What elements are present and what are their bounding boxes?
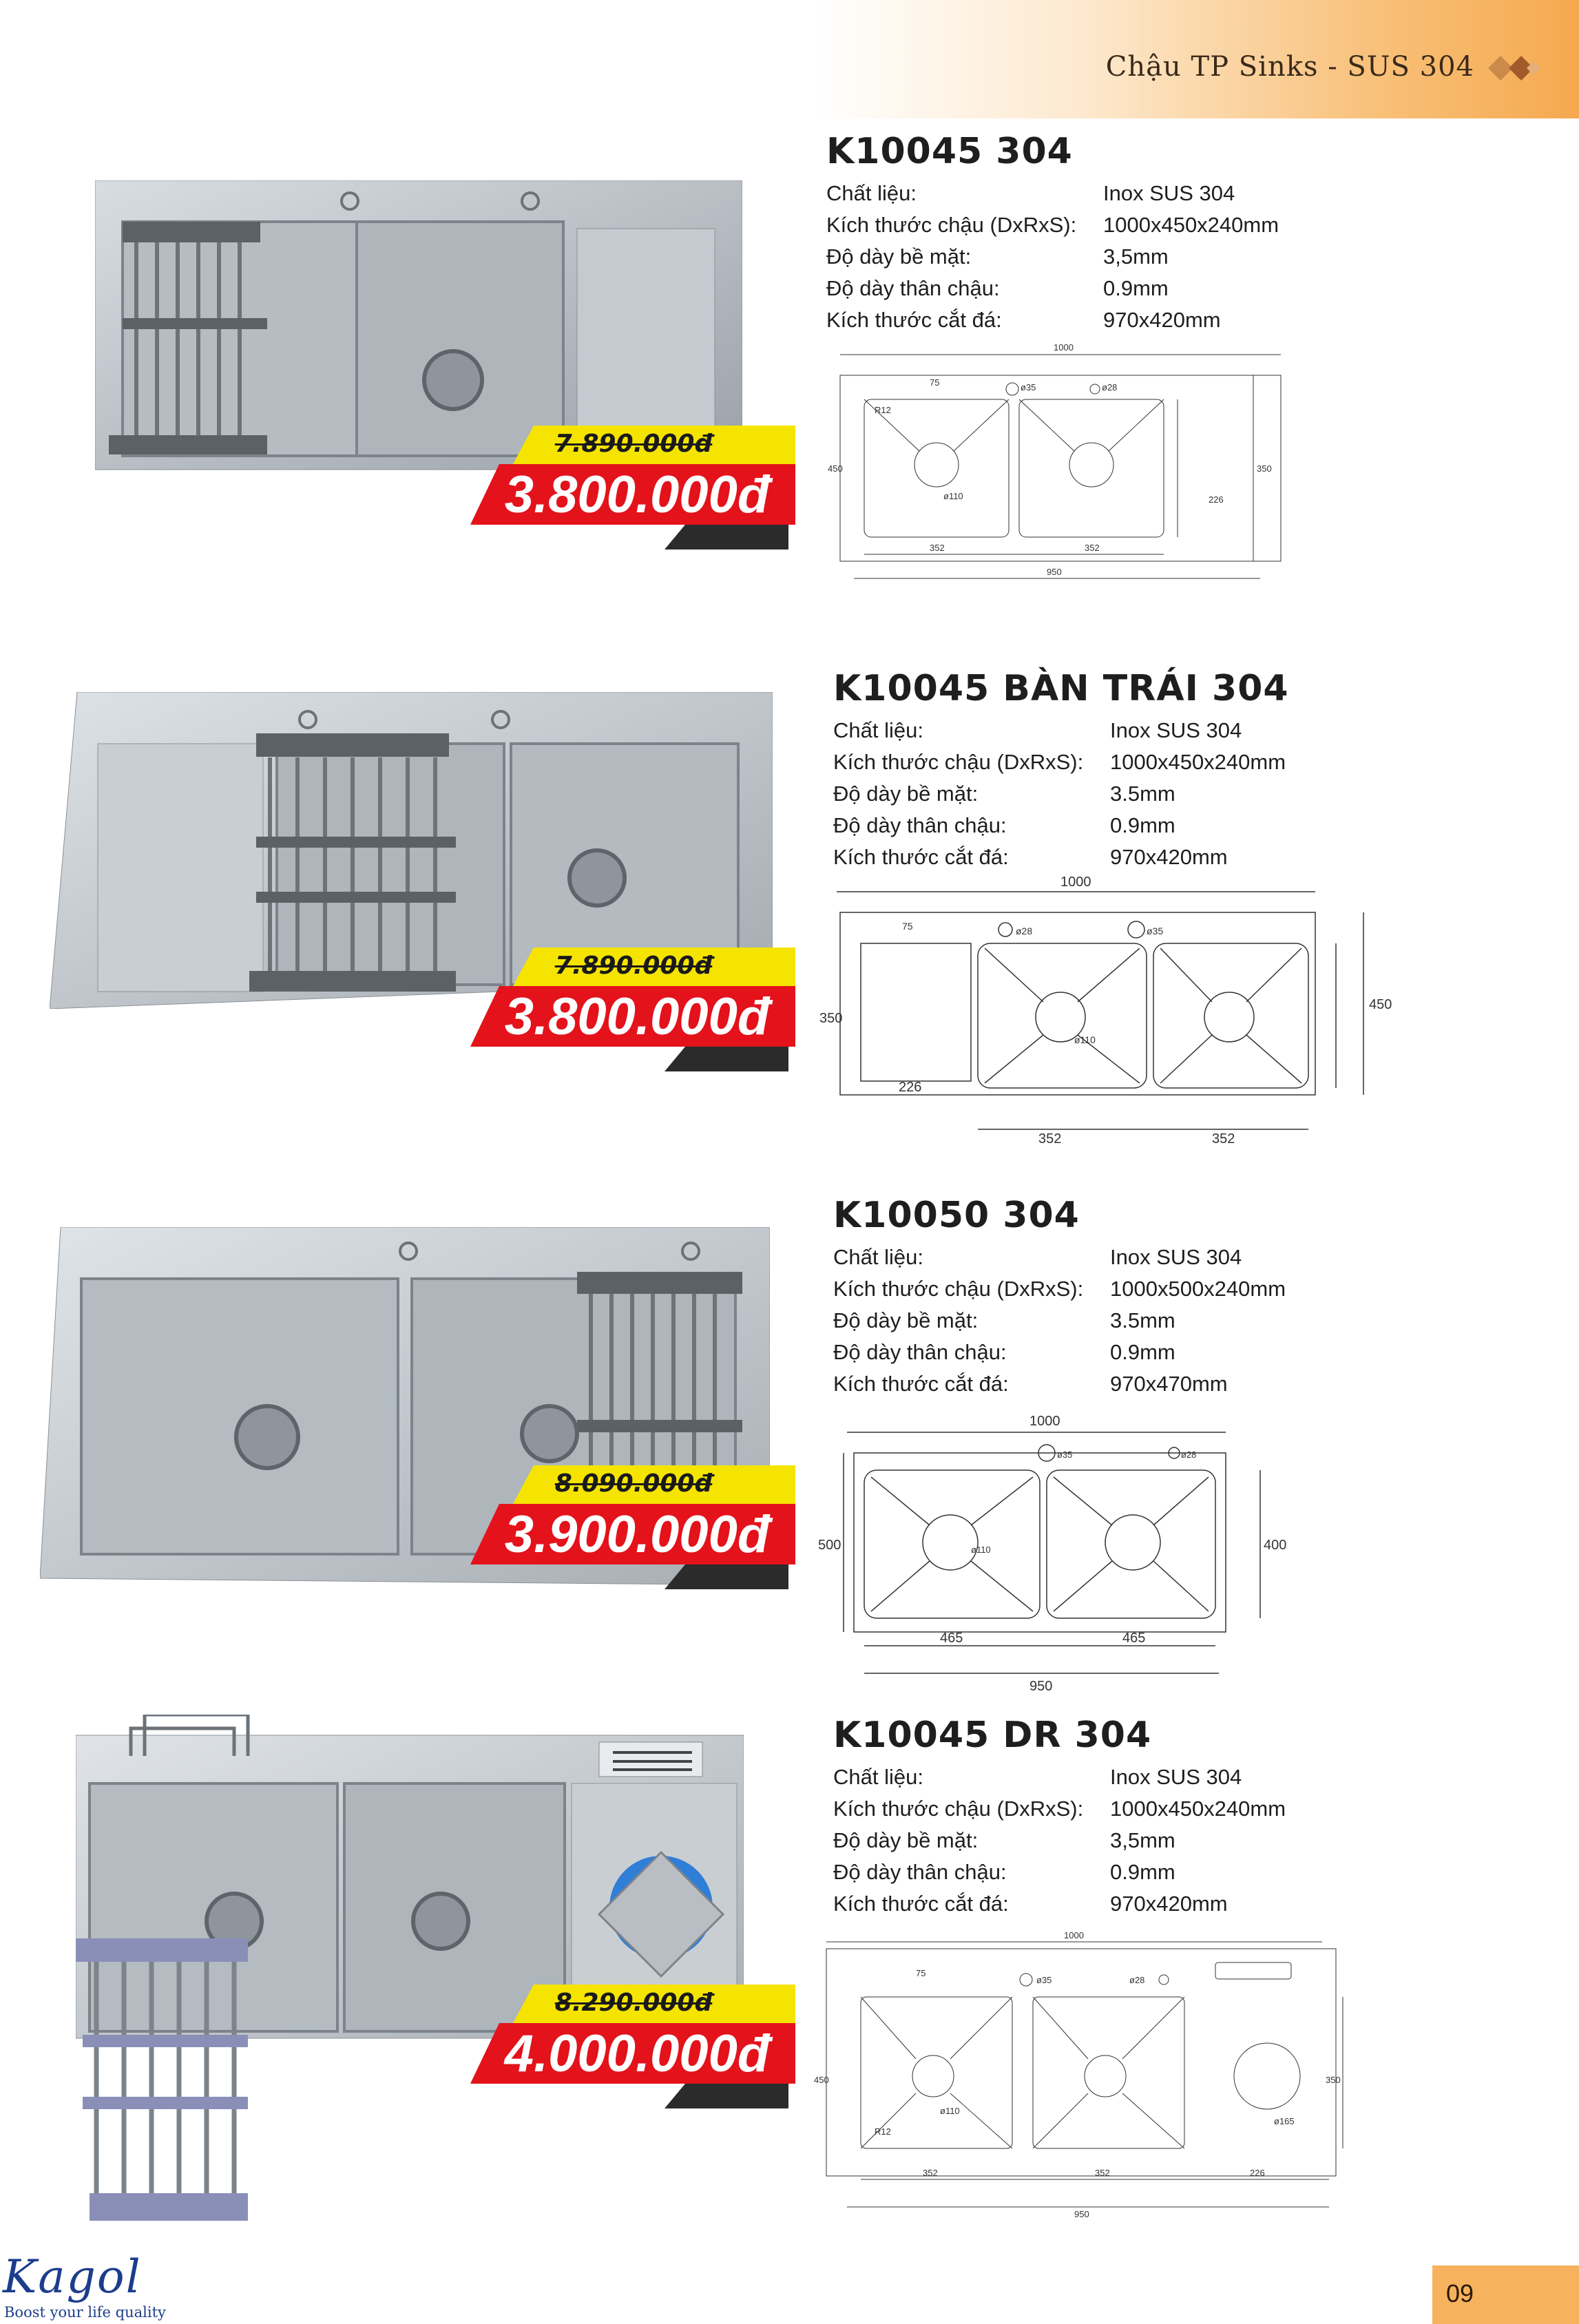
dim-inner: 350 — [1326, 2075, 1341, 2085]
spec-label: Chất liệu: — [833, 1765, 923, 1789]
dim-bowl: 352 — [923, 2168, 938, 2178]
dim-hole: ø28 — [1016, 925, 1033, 936]
dim-width: 1000 — [1064, 1930, 1084, 1940]
spec-value: 970x420mm — [1110, 845, 1228, 869]
technical-drawing — [826, 341, 1295, 596]
dim-hole: ø35 — [1036, 1975, 1052, 1985]
sale-price: 3.800.000đ — [504, 465, 770, 524]
old-price: 7.890.000đ — [554, 430, 713, 458]
spec-value: 0.9mm — [1110, 813, 1175, 837]
old-price: 7.890.000đ — [554, 952, 713, 980]
dim-bowl: 465 — [1122, 1631, 1146, 1646]
spec-value: 1000x450x240mm — [1110, 750, 1286, 774]
dim-width: 1000 — [1029, 1414, 1060, 1429]
dim-bowl: 352 — [1038, 1131, 1062, 1147]
brand-logo — [3, 2250, 166, 2324]
spec-label: Chất liệu: — [833, 1245, 923, 1269]
header-bar — [813, 0, 1579, 118]
price-tag — [458, 1461, 795, 1592]
spec-label: Độ dày bề mặt: — [833, 782, 979, 806]
spec-table — [833, 1242, 1286, 1400]
spec-label: Độ dày thân chậu: — [833, 813, 1007, 837]
spec-label: Độ dày bề mặt: — [826, 244, 972, 269]
diamond-ornament-icon — [1481, 52, 1543, 84]
dim-hole: ø28 — [1102, 382, 1118, 392]
spec-label: Chất liệu: — [826, 181, 917, 205]
spec-block — [833, 668, 1289, 873]
dim-depth: 450 — [814, 2075, 829, 2085]
dim-side: 226 — [1209, 494, 1224, 505]
sale-price: 3.900.000đ — [504, 1505, 770, 1564]
spec-value: Inox SUS 304 — [1103, 181, 1235, 205]
dim-width: 1000 — [1060, 875, 1091, 890]
spec-value: 3,5mm — [1110, 1828, 1175, 1852]
dim-offset: 75 — [930, 377, 940, 388]
dim-width: 1000 — [1054, 342, 1074, 353]
dim-drain: ø110 — [971, 1545, 991, 1555]
product-name: K10050 304 — [833, 1195, 1080, 1236]
product-name: K10045 304 — [826, 131, 1073, 172]
drainer-rack-photo — [76, 1938, 255, 2228]
dim-offset: 75 — [916, 1968, 926, 1978]
spec-value: 1000x450x240mm — [1103, 213, 1279, 237]
dim-round: ø165 — [1274, 2116, 1295, 2126]
spec-value: 1000x500x240mm — [1110, 1277, 1286, 1301]
old-price: 8.290.000đ — [554, 1989, 713, 2017]
dim-radius: R12 — [875, 405, 891, 415]
dim-overall: 950 — [1047, 567, 1062, 577]
dim-bowl: 465 — [940, 1631, 963, 1646]
spec-value: 0.9mm — [1110, 1340, 1175, 1364]
old-price: 8.090.000đ — [554, 1469, 713, 1498]
spec-value: 3.5mm — [1110, 1308, 1175, 1332]
technical-drawing — [813, 1928, 1350, 2224]
spec-label: Kích thước chậu (DxRxS): — [833, 750, 1084, 774]
spec-block — [833, 1195, 1286, 1400]
spec-label: Chất liệu: — [833, 718, 923, 742]
dim-bowl: 352 — [930, 543, 945, 553]
dim-depth: 450 — [828, 463, 843, 474]
dim-side: 226 — [1250, 2168, 1265, 2178]
spec-label: Kích thước cắt đá: — [833, 1372, 1009, 1396]
logo-wordmark: Kagol — [3, 2250, 142, 2303]
sale-price: 4.000.000đ — [504, 2024, 770, 2083]
spec-label: Độ dày thân chậu: — [833, 1860, 1007, 1884]
price-tag — [458, 421, 795, 552]
spec-label: Độ dày bề mặt: — [833, 1308, 979, 1332]
spec-label: Kích thước cắt đá: — [833, 1892, 1009, 1916]
dim-hole: ø35 — [1057, 1449, 1073, 1460]
dim-hole: ø28 — [1129, 1975, 1145, 1985]
spec-value: 0.9mm — [1103, 276, 1169, 300]
spec-block — [833, 1715, 1286, 1920]
price-tag — [458, 943, 795, 1074]
dim-bowl: 352 — [1085, 543, 1100, 553]
dim-overall: 950 — [1074, 2209, 1089, 2219]
spec-block — [826, 131, 1279, 336]
product-name: K10045 DR 304 — [833, 1715, 1152, 1756]
header-title: Chậu TP Sinks - SUS 304 — [1105, 51, 1474, 83]
dim-depth: 450 — [1369, 997, 1392, 1012]
dim-drain: ø110 — [943, 491, 963, 501]
spec-label: Độ dày bề mặt: — [833, 1828, 979, 1852]
spec-value: 3,5mm — [1103, 244, 1169, 269]
spec-value: 1000x450x240mm — [1110, 1797, 1286, 1821]
spec-value: Inox SUS 304 — [1110, 1245, 1242, 1269]
sale-price: 3.800.000đ — [504, 987, 770, 1046]
spec-label: Độ dày thân chậu: — [833, 1340, 1007, 1364]
spec-value: Inox SUS 304 — [1110, 1765, 1242, 1789]
spec-label: Kích thước chậu (DxRxS): — [833, 1797, 1084, 1821]
technical-drawing — [813, 1394, 1295, 1697]
logo-slogan: Boost your life quality — [4, 2304, 166, 2321]
dim-bowl: 352 — [1212, 1131, 1235, 1147]
spec-table — [833, 1761, 1286, 1920]
dim-inner: 350 — [1257, 463, 1272, 474]
dim-inner: 350 — [819, 1011, 843, 1026]
spec-label: Độ dày thân chậu: — [826, 276, 1000, 300]
dim-drain: ø110 — [940, 2106, 960, 2116]
dim-hole: ø35 — [1021, 382, 1036, 392]
dim-radius: R12 — [875, 2126, 891, 2137]
spec-value: 0.9mm — [1110, 1860, 1175, 1884]
spec-label: Kích thước cắt đá: — [833, 845, 1009, 869]
dim-inner: 400 — [1264, 1538, 1287, 1553]
price-tag — [458, 1980, 795, 2111]
spec-label: Kích thước chậu (DxRxS): — [833, 1277, 1084, 1301]
spec-value: 970x420mm — [1103, 308, 1221, 332]
product-name: K10045 BÀN TRÁI 304 — [833, 668, 1289, 709]
spec-label: Kích thước chậu (DxRxS): — [826, 213, 1077, 237]
spec-table — [833, 715, 1286, 873]
dim-offset: 75 — [902, 921, 913, 932]
spec-label: Kích thước cắt đá: — [826, 308, 1002, 332]
dim-hole: ø28 — [1181, 1449, 1197, 1460]
dim-overall: 950 — [1029, 1679, 1053, 1694]
technical-drawing — [819, 871, 1398, 1147]
dim-hole: ø35 — [1147, 925, 1164, 936]
dim-depth: 500 — [818, 1538, 841, 1553]
dim-drain: ø110 — [1074, 1034, 1096, 1045]
dim-bowl: 352 — [1095, 2168, 1110, 2178]
page-number: 09 — [1446, 2279, 1474, 2307]
dim-side: 226 — [899, 1080, 922, 1095]
spec-value: 970x470mm — [1110, 1372, 1228, 1396]
spec-value: 3.5mm — [1110, 782, 1175, 806]
page-number-box — [1432, 2265, 1579, 2324]
spec-value: 970x420mm — [1110, 1892, 1228, 1916]
spec-table — [826, 178, 1279, 336]
spec-value: Inox SUS 304 — [1110, 718, 1242, 742]
